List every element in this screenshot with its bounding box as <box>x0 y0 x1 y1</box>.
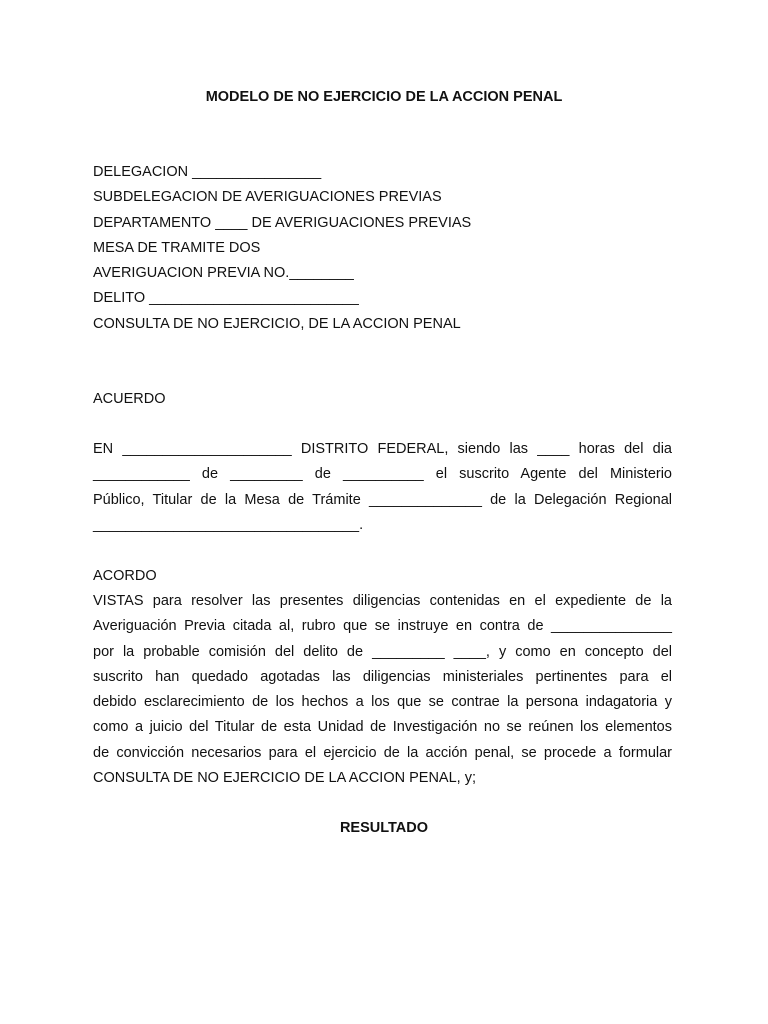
acordo-line: CONSULTA DE NO EJERCICIO DE LA ACCION PENAL, y; <box>93 770 476 787</box>
acordo-line: por la probable comisión del delito de _________ ____, y como en concepto del <box>93 643 672 660</box>
resultado-heading: RESULTADO <box>339 820 429 836</box>
header-line-mesa: MESA DE TRAMITE DOS <box>93 239 261 256</box>
acordo-line: suscrito han quedado agotadas las diligencias ministeriales pertinentes para el <box>93 668 672 685</box>
acordo-line: VISTAS para resolver las presentes diligencias contenidas en el expediente de la <box>93 593 672 609</box>
acordo-line: debido esclarecimiento de los hechos a los que se contrae la persona indagatoria y <box>93 694 672 711</box>
acordo-paragraph <box>93 589 672 791</box>
header-line-averiguacion: AVERIGUACION PREVIA NO.________ <box>93 265 354 282</box>
acordo-line: Averiguación Previa citada al, rubro que se instruye en contra de _______________ <box>93 618 672 635</box>
header-line-departamento: DEPARTAMENTO ____ DE AVERIGUACIONES PREVIAS <box>93 214 472 231</box>
acuerdo-line: ____________ de _________ de __________ el suscrito Agente del Ministerio <box>93 466 672 483</box>
header-line-delito: DELITO __________________________ <box>93 290 359 307</box>
acuerdo-paragraph <box>93 437 672 538</box>
acuerdo-line: EN _____________________ DISTRITO FEDERAL, siendo las ____ horas del dia <box>93 441 672 457</box>
acuerdo-label: ACUERDO <box>93 391 166 407</box>
acordo-line: de convicción necesarios para el ejercicio de la acción penal, se procede a formular <box>93 744 672 761</box>
acordo-label: ACORDO <box>93 568 157 584</box>
header-line-delegacion: DELEGACION ________________ <box>93 164 322 180</box>
header-block <box>93 160 693 337</box>
header-line-subdelegacion: SUBDELEGACION DE AVERIGUACIONES PREVIAS <box>93 189 442 206</box>
acordo-line: como a juicio del Titular de esta Unidad de Investigación no se reúnen los elementos <box>93 719 672 736</box>
header-line-consulta: CONSULTA DE NO EJERCICIO, DE LA ACCION PENAL <box>93 315 461 332</box>
acuerdo-line: _________________________________. <box>93 516 364 533</box>
acuerdo-line: Público, Titular de la Mesa de Trámite ______________ de la Delegación Regional <box>93 491 672 508</box>
document-title: MODELO DE NO EJERCICIO DE LA ACCION PENAL <box>205 89 563 105</box>
